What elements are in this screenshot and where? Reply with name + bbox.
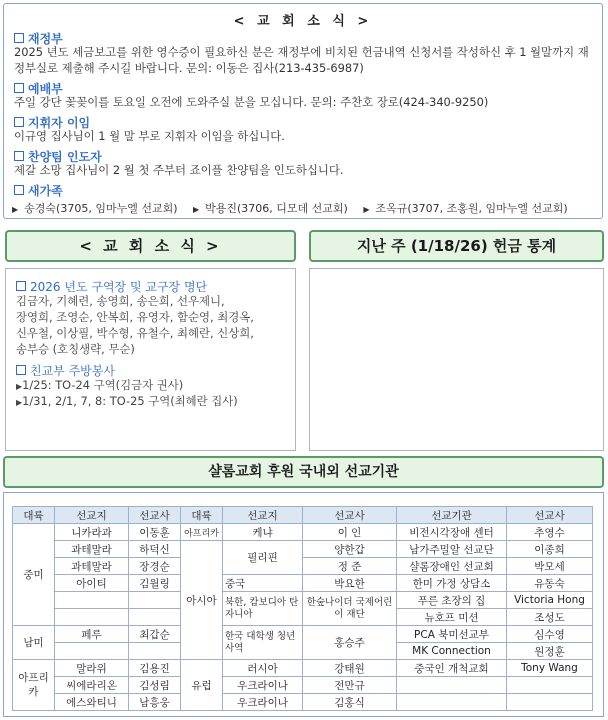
table-cell: 장경순 (129, 558, 181, 575)
table-cell: 남가주밀알 선교단 (397, 541, 507, 558)
section-heading-conductor: 지휘자 이임 (14, 114, 90, 131)
header-cell: 선교지 (223, 507, 303, 524)
continent-cell: 유럽 (181, 660, 223, 711)
table-cell (507, 677, 593, 694)
table-cell: 하덕신 (129, 541, 181, 558)
table-cell: 중국인 개척교회 (397, 660, 507, 677)
mission-banner: 샬롬교회 후원 국내외 선교기관 (3, 456, 604, 488)
table-row (13, 524, 593, 541)
header-cell: 선교지 (55, 507, 129, 524)
table-cell (397, 677, 507, 694)
continent-cell: 아시아 (181, 541, 223, 660)
table-cell: 에스와티니 (55, 694, 129, 711)
table-cell: 아이티 (55, 575, 129, 592)
checkbox-icon (14, 33, 24, 43)
section-heading-praise: 찬양팀 인도자 (14, 148, 102, 165)
table-cell: 니카라과 (55, 524, 129, 541)
table-cell: 정 준 (303, 558, 397, 575)
header-cell: 선교사 (303, 507, 397, 524)
checkbox-icon (14, 83, 24, 93)
table-cell (129, 592, 181, 609)
section-heading-worship: 예배부 (14, 80, 63, 97)
continent-cell: 아프리카 (13, 660, 55, 711)
table-cell: 김홍식 (303, 694, 397, 711)
table-cell: 이 인 (303, 524, 397, 541)
table-cell: 한숲나이더 국제어린이 재단 (303, 592, 397, 626)
table-cell: 우크라이나 (223, 694, 303, 711)
table-cell (55, 592, 129, 609)
table-cell (397, 694, 507, 711)
news-title: < 교 회 소 식 > (233, 14, 373, 29)
table-cell: 씨에라리온 (55, 677, 129, 694)
list-item: ▶1/31, 2/1, 7, 8: TO-25 구역(최혜란 집사) (16, 394, 238, 408)
table-cell (507, 694, 593, 711)
table-cell: 조성도 (507, 609, 593, 626)
table-row (13, 626, 593, 643)
table-cell: 필리핀 (223, 541, 303, 575)
table-row (13, 575, 593, 592)
header-cell: 선교사 (507, 507, 593, 524)
table-cell: 최갑순 (129, 626, 181, 643)
table-cell: 페루 (55, 626, 129, 643)
table-cell: Victoria Hong (507, 592, 593, 609)
table-cell: 원정훈 (507, 643, 593, 660)
offering-panel (309, 268, 604, 451)
table-cell (129, 643, 181, 660)
continent-cell: 중미 (13, 524, 55, 626)
table-cell: 유동숙 (507, 575, 593, 592)
continent-cell: 남미 (13, 626, 55, 660)
header-cell: 대륙 (13, 507, 55, 524)
list-item: ▶1/25: TO-24 구역(김금자 권사) (16, 378, 184, 392)
section-text-finance: 2025 년도 세금보고를 위한 영수증이 필요하신 분은 재정부에 비치된 헌금내역 신청서를 작성하신 후 1 월말까지 재정부실로 제출해 주시길 바랍니다. 문의: 이동은 집사(213-435-6987) (14, 45, 589, 75)
table-cell: 한국 대학생 청년 사역 (223, 626, 303, 660)
table-cell: 추영수 (507, 524, 593, 541)
list-item: ▶ 송경숙(3705, 임마누엘 선교회) (12, 202, 178, 215)
list-item: ▶ 박용진(3706, 디모데 선교회) (192, 202, 348, 215)
table-cell: MK Connection (397, 643, 507, 660)
table-cell (55, 609, 129, 626)
table-cell (55, 643, 129, 660)
section-text-conductor: 이규영 집사님이 1 월 말 부로 지휘자 이임을 하십니다. (14, 129, 285, 143)
checkbox-icon (14, 185, 24, 195)
leaders-line: 장영희, 조영순, 안복희, 유영자, 함순영, 최경옥, (16, 310, 254, 324)
table-cell: 러시아 (223, 660, 303, 677)
table-cell: 케냐 (223, 524, 303, 541)
table-cell: 김성림 (129, 677, 181, 694)
leaders-line: 송부승 (호칭생략, 무순) (16, 342, 135, 356)
table-row (13, 660, 593, 677)
section-text-worship: 주일 강단 꽃꽂이를 토요일 오전에 도와주실 분을 모십니다. 문의: 주찬호 장로(424-340-9250) (14, 95, 489, 109)
section-heading-newfamily: 새가족 (14, 182, 63, 199)
leaders-heading: 2026 년도 구역장 및 교구장 명단 (16, 278, 207, 295)
checkbox-icon (14, 117, 24, 127)
table-row (13, 541, 593, 558)
checkbox-icon (14, 151, 24, 161)
table-cell: 전만규 (303, 677, 397, 694)
left-panel (5, 268, 296, 451)
news-box (3, 3, 603, 219)
table-cell: 뉴호프 미션 (397, 609, 507, 626)
mission-table (12, 506, 593, 711)
table-header-row (13, 507, 593, 524)
table-cell: 말라위 (55, 660, 129, 677)
table-cell: 푸른 초장의 집 (397, 592, 507, 609)
table-cell: 과테말라 (55, 558, 129, 575)
table-cell: PCA 북미선교부 (397, 626, 507, 643)
table-cell: 양한갑 (303, 541, 397, 558)
table-cell: 과테말라 (55, 541, 129, 558)
table-cell: 심수영 (507, 626, 593, 643)
header-cell: 대륙 (181, 507, 223, 524)
table-cell: 김용진 (129, 660, 181, 677)
table-cell: 비전시각장애 센터 (397, 524, 507, 541)
table-cell: 남흥웅 (129, 694, 181, 711)
leaders-line: 김금자, 기혜련, 송영희, 송은희, 선우제니, (16, 294, 225, 308)
checkbox-icon (16, 281, 26, 291)
table-cell: 한미 가정 상담소 (397, 575, 507, 592)
table-cell: 북한, 캄보디아 탄자니아 (223, 592, 303, 626)
header-cell: 선교기관 (397, 507, 507, 524)
section-heading-finance: 재정부 (14, 30, 63, 47)
news-banner: < 교 회 소 식 > (5, 230, 296, 262)
table-cell: 홍승주 (303, 626, 397, 660)
table-cell: 이종희 (507, 541, 593, 558)
table-cell: 이동훈 (129, 524, 181, 541)
table-row (13, 677, 593, 694)
table-cell: 박요한 (303, 575, 397, 592)
table-cell: Tony Wang (507, 660, 593, 677)
new-family-list (12, 200, 580, 216)
table-cell: 강태원 (303, 660, 397, 677)
offering-banner: 지난 주 (1/18/26) 헌금 통계 (309, 230, 604, 262)
table-row (13, 558, 593, 575)
continent-cell: 아프리카 (181, 524, 223, 541)
section-text-praise: 제갈 소망 집사님이 2 월 첫 주부터 죠이플 찬양팀을 인도하십니다. (14, 163, 344, 177)
table-row (13, 592, 593, 609)
table-cell: 박모세 (507, 558, 593, 575)
checkbox-icon (16, 365, 26, 375)
table-cell: 샬롬장애인 선교회 (397, 558, 507, 575)
kitchen-heading: 친교부 주방봉사 (16, 362, 115, 379)
list-item: ▶ 조옥규(3707, 조홍원, 임마누엘 선교회) (363, 202, 568, 215)
header-cell: 선교사 (129, 507, 181, 524)
table-cell: 김월링 (129, 575, 181, 592)
table-cell: 중국 (223, 575, 303, 592)
table-cell: 우크라이나 (223, 677, 303, 694)
table-cell (129, 609, 181, 626)
leaders-line: 신우철, 이상필, 박수형, 유철수, 최혜란, 신상희, (16, 326, 254, 340)
table-row (13, 694, 593, 711)
